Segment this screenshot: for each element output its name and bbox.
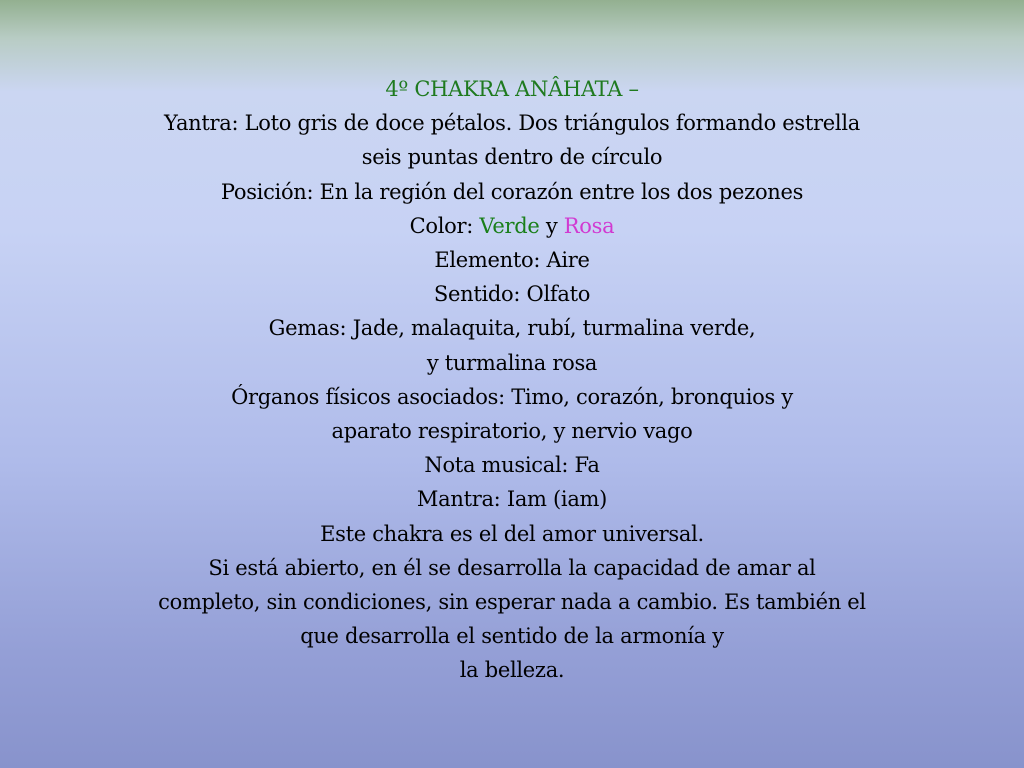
color-and: y xyxy=(539,213,564,238)
color-prefix: Color: xyxy=(409,213,480,238)
text-line-organos: Órganos físicos asociados: Timo, corazón, bronquios y xyxy=(231,384,793,409)
text-line-organos-cont: aparato respiratorio, y nervio vago xyxy=(331,419,693,444)
text-line-posicion: Posición: En la región del corazón entre los dos pezones xyxy=(220,179,804,204)
text-line-belleza: la belleza. xyxy=(459,658,565,683)
color-rosa: Rosa xyxy=(563,213,615,238)
color-verde: Verde xyxy=(479,213,540,238)
text-line-amor: Este chakra es el del amor universal. xyxy=(320,521,704,546)
text-line-abierto: Si está abierto, en él se desarrolla la capacidad de amar al xyxy=(208,555,816,580)
text-line-yantra: Yantra: Loto gris de doce pétalos. Dos triángulos formando estrella xyxy=(164,111,860,136)
text-line-completo: completo, sin condiciones, sin esperar nada a cambio. Es también el xyxy=(158,590,866,615)
text-line-gemas: Gemas: Jade, malaquita, rubí, turmalina verde, xyxy=(268,316,756,341)
text-line-gemas-cont: y turmalina rosa xyxy=(426,350,598,375)
text-line-elemento: Elemento: Aire xyxy=(434,248,590,273)
slide-text-block xyxy=(60,72,964,688)
text-line-mantra: Mantra: Iam (iam) xyxy=(416,487,608,512)
text-line-color xyxy=(60,209,964,243)
text-line-yantra-cont: seis puntas dentro de círculo xyxy=(361,145,663,170)
text-line-sentido: Sentido: Olfato xyxy=(433,282,591,307)
text-line-armonia: que desarrolla el sentido de la armonía y xyxy=(300,624,724,649)
text-line-nota: Nota musical: Fa xyxy=(424,453,600,478)
slide-title: 4º CHAKRA ANÂHATA – xyxy=(385,77,639,101)
